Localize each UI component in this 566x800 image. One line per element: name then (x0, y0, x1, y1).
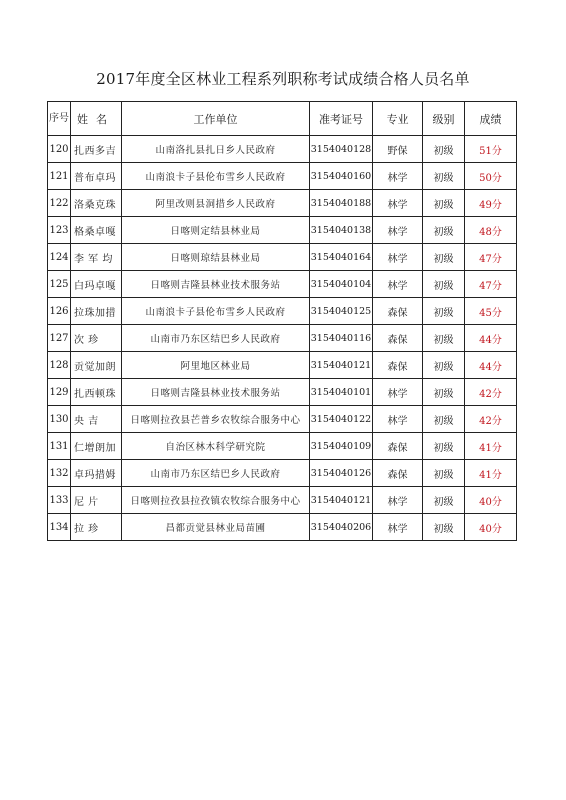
cell-major: 森保 (373, 352, 423, 379)
header-score: 成绩 (465, 102, 517, 136)
cell-score: 44分 (465, 352, 517, 379)
cell-no: 131 (48, 433, 71, 460)
cell-name: 尼 片 (71, 487, 122, 514)
cell-no: 121 (48, 163, 71, 190)
cell-name: 李 军 均 (71, 244, 122, 271)
cell-id: 3154040121 (310, 487, 373, 514)
cell-unit: 日喀则吉隆县林业技术服务站 (122, 271, 310, 298)
header-unit: 工作单位 (122, 102, 310, 136)
cell-score: 44分 (465, 325, 517, 352)
cell-unit: 山南市乃东区结巴乡人民政府 (122, 460, 310, 487)
cell-unit: 阿里地区林业局 (122, 352, 310, 379)
cell-score: 47分 (465, 271, 517, 298)
cell-name: 贡觉加朗 (71, 352, 122, 379)
table-row (48, 325, 517, 352)
cell-unit: 日喀则定结县林业局 (122, 217, 310, 244)
cell-unit: 日喀则琼结县林业局 (122, 244, 310, 271)
cell-score: 42分 (465, 406, 517, 433)
header-no: 序号 (48, 102, 71, 136)
cell-major: 林学 (373, 190, 423, 217)
table-row (48, 487, 517, 514)
table-row (48, 514, 517, 541)
cell-id: 3154040104 (310, 271, 373, 298)
cell-unit: 日喀则吉隆县林业技术服务站 (122, 379, 310, 406)
cell-level: 初级 (423, 406, 465, 433)
cell-major: 林学 (373, 406, 423, 433)
cell-name: 格桑卓嘎 (71, 217, 122, 244)
cell-level: 初级 (423, 514, 465, 541)
cell-score: 51分 (465, 136, 517, 163)
cell-major: 林学 (373, 217, 423, 244)
cell-id: 3154040138 (310, 217, 373, 244)
cell-level: 初级 (423, 298, 465, 325)
cell-level: 初级 (423, 487, 465, 514)
cell-major: 森保 (373, 325, 423, 352)
table-row (48, 433, 517, 460)
cell-name: 白玛卓嘎 (71, 271, 122, 298)
table-row (48, 406, 517, 433)
cell-score: 50分 (465, 163, 517, 190)
cell-major: 林学 (373, 244, 423, 271)
cell-id: 3154040188 (310, 190, 373, 217)
cell-score: 41分 (465, 433, 517, 460)
cell-unit: 日喀则拉孜县芒普乡农牧综合服务中心 (122, 406, 310, 433)
table-row (48, 298, 517, 325)
cell-id: 3154040101 (310, 379, 373, 406)
cell-major: 森保 (373, 433, 423, 460)
cell-level: 初级 (423, 136, 465, 163)
table-row (48, 352, 517, 379)
cell-major: 森保 (373, 298, 423, 325)
cell-level: 初级 (423, 352, 465, 379)
cell-unit: 山南浪卡子县伦布雪乡人民政府 (122, 298, 310, 325)
cell-level: 初级 (423, 433, 465, 460)
cell-name: 次 珍 (71, 325, 122, 352)
cell-score: 40分 (465, 487, 517, 514)
table-row (48, 379, 517, 406)
cell-level: 初级 (423, 325, 465, 352)
page-title: 2017年度全区林业工程系列职称考试成绩合格人员名单 (96, 70, 470, 88)
header-major: 专业 (373, 102, 423, 136)
cell-no: 120 (48, 136, 71, 163)
cell-level: 初级 (423, 379, 465, 406)
cell-level: 初级 (423, 190, 465, 217)
cell-no: 130 (48, 406, 71, 433)
cell-major: 森保 (373, 460, 423, 487)
cell-no: 123 (48, 217, 71, 244)
cell-score: 47分 (465, 244, 517, 271)
cell-no: 132 (48, 460, 71, 487)
cell-no: 129 (48, 379, 71, 406)
table-row (48, 217, 517, 244)
cell-unit: 山南浪卡子县伦布雪乡人民政府 (122, 163, 310, 190)
cell-no: 124 (48, 244, 71, 271)
cell-major: 林学 (373, 379, 423, 406)
results-table (47, 101, 517, 541)
cell-major: 林学 (373, 487, 423, 514)
cell-name: 央 吉 (71, 406, 122, 433)
cell-unit: 阿里改则县洞措乡人民政府 (122, 190, 310, 217)
cell-id: 3154040125 (310, 298, 373, 325)
cell-name: 仁增朗加 (71, 433, 122, 460)
cell-no: 127 (48, 325, 71, 352)
cell-name: 拉珠加措 (71, 298, 122, 325)
cell-id: 3154040128 (310, 136, 373, 163)
cell-level: 初级 (423, 271, 465, 298)
cell-name: 洛桑克珠 (71, 190, 122, 217)
cell-no: 126 (48, 298, 71, 325)
cell-score: 42分 (465, 379, 517, 406)
table-row (48, 460, 517, 487)
cell-score: 45分 (465, 298, 517, 325)
table-row (48, 136, 517, 163)
cell-major: 林学 (373, 271, 423, 298)
cell-major: 野保 (373, 136, 423, 163)
cell-unit: 自治区林木科学研究院 (122, 433, 310, 460)
cell-unit: 昌都贡觉县林业局苗圃 (122, 514, 310, 541)
cell-name: 拉 珍 (71, 514, 122, 541)
cell-unit: 山南洛扎县扎日乡人民政府 (122, 136, 310, 163)
cell-score: 41分 (465, 460, 517, 487)
cell-id: 3154040160 (310, 163, 373, 190)
cell-no: 128 (48, 352, 71, 379)
cell-id: 3154040121 (310, 352, 373, 379)
table-row (48, 271, 517, 298)
cell-score: 49分 (465, 190, 517, 217)
cell-name: 扎西顿珠 (71, 379, 122, 406)
table-header-row (48, 102, 517, 136)
table-row (48, 190, 517, 217)
cell-score: 40分 (465, 514, 517, 541)
cell-level: 初级 (423, 163, 465, 190)
cell-major: 林学 (373, 163, 423, 190)
cell-id: 3154040109 (310, 433, 373, 460)
cell-unit: 日喀则拉孜县拉孜镇农牧综合服务中心 (122, 487, 310, 514)
table-row (48, 244, 517, 271)
cell-name: 卓玛措姆 (71, 460, 122, 487)
cell-name: 扎西多吉 (71, 136, 122, 163)
cell-id: 3154040116 (310, 325, 373, 352)
cell-major: 林学 (373, 514, 423, 541)
cell-no: 133 (48, 487, 71, 514)
cell-name: 普布卓玛 (71, 163, 122, 190)
header-level: 级别 (423, 102, 465, 136)
cell-id: 3154040126 (310, 460, 373, 487)
cell-id: 3154040122 (310, 406, 373, 433)
table-row (48, 163, 517, 190)
cell-no: 134 (48, 514, 71, 541)
cell-level: 初级 (423, 217, 465, 244)
cell-no: 125 (48, 271, 71, 298)
cell-level: 初级 (423, 244, 465, 271)
header-name: 姓名 (71, 102, 122, 136)
cell-level: 初级 (423, 460, 465, 487)
cell-unit: 山南市乃东区结巴乡人民政府 (122, 325, 310, 352)
cell-id: 3154040206 (310, 514, 373, 541)
cell-no: 122 (48, 190, 71, 217)
cell-score: 48分 (465, 217, 517, 244)
cell-id: 3154040164 (310, 244, 373, 271)
header-id: 准考证号 (310, 102, 373, 136)
